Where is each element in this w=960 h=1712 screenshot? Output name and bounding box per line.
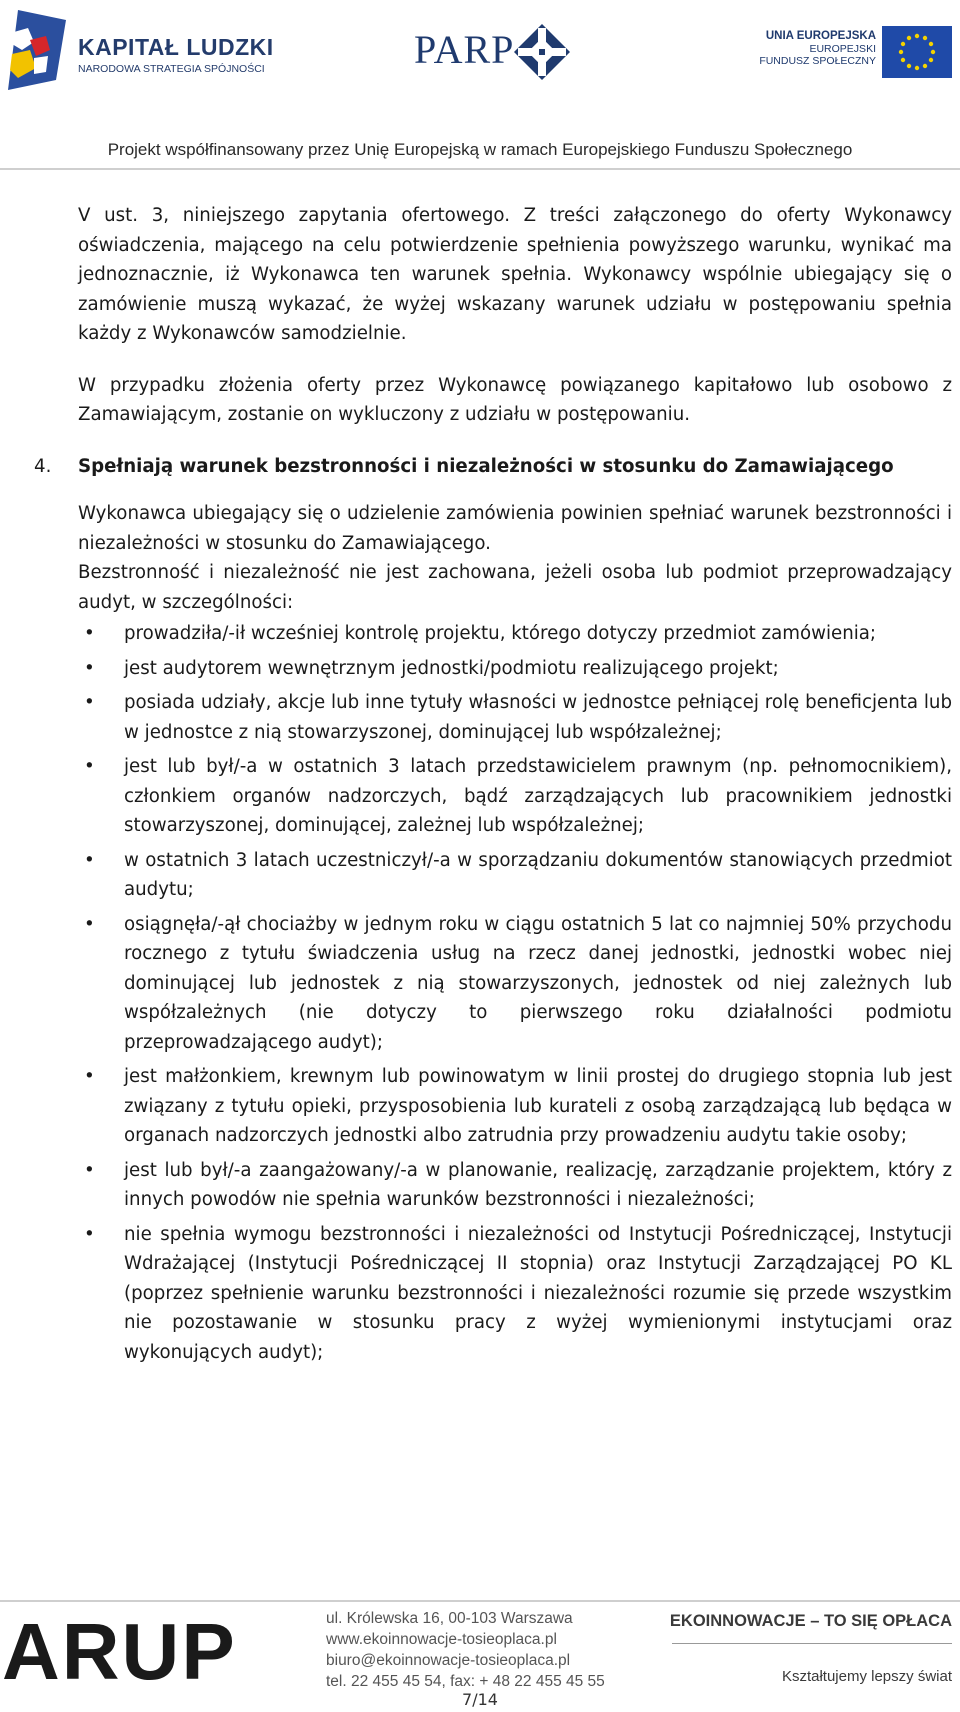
section-heading	[34, 452, 952, 482]
eu-flag-icon	[882, 26, 952, 78]
list-item-text: prowadziła/-ił wcześniej kontrolę projektu, którego dotyczy przedmiot zamówienia;	[124, 623, 877, 644]
list-item	[78, 1156, 952, 1215]
bullet-icon: •	[84, 1223, 95, 1245]
section-number: 4.	[34, 455, 52, 477]
bullet-icon: •	[84, 692, 95, 713]
paragraph-3: Wykonawca ubiegający się o udzielenie zamówienia powinien spełniać warunek bezstronności i niezależności w stosunku do Zamawiającego.	[78, 503, 952, 554]
campaign-title: EKOINNOWACJE – TO SIĘ OPŁACA	[669, 1612, 952, 1630]
list-item-text: nie spełnia wymogu bezstronności i niezależności od Instytucji Pośredniczącej, Instytucji Wdrażającej (Instytucji Pośredniczącej II stopnia) oraz Instytucji Zarządzającej PO KL (poprzez spełnienie warunku bezstronności i niezależności rozumie się przede wszystkim nie pozostawanie w stosunku pracy z wyżej wymienionymi instytucjami oraz wykonujących audyt);	[124, 1223, 952, 1363]
contact-address: ul. Królewska 16, 00-103 Warszawa	[326, 1610, 573, 1627]
bullet-icon: •	[84, 913, 95, 935]
page-number: 7/14	[462, 1690, 498, 1709]
conditions-list	[78, 619, 952, 1367]
parp-text: PARP	[414, 27, 515, 72]
contact-email: biuro@ekoinnowacje-tosieoplaca.pl	[326, 1652, 571, 1669]
paragraph-4: Bezstronność i niezależność nie jest zachowana, jeżeli osoba lub podmiot przeprowadzający audyt, w szczególności:	[78, 562, 952, 613]
parp-logo	[414, 22, 574, 82]
bullet-icon: •	[84, 849, 95, 871]
list-item-text: jest audytorem wewnętrznym jednostki/podmiotu realizującego projekt;	[124, 657, 779, 679]
campaign-divider	[672, 1643, 952, 1644]
contact-block	[326, 1608, 605, 1692]
campaign-slogan: Kształtujemy lepszy świat	[781, 1668, 952, 1685]
parp-diamond-icon	[514, 24, 570, 80]
paragraph-1: V ust. 3, niniejszego zapytania ofertowego. Z treści załączonego do oferty Wykonawcy oświadczenia, mającego na celu potwierdzenie spełnienia powyższego warunku, wynikać ma jednoznacznie, iż Wykonawca ten warunek spełnia. Wykonawcy wspólnie ubiegający się o zamówienie muszą wykazać, że wyżej wskazany warunek udziału w postępowaniu spełnia każdy z Wykonawców samodzielnie.	[78, 205, 952, 344]
footer-divider	[0, 1600, 960, 1602]
header-divider	[0, 168, 960, 170]
list-item	[78, 752, 952, 841]
contact-phone: tel. 22 455 45 54, fax: + 48 22 455 45 55	[326, 1673, 605, 1690]
ue-line-1: UNIA EUROPEJSKA	[765, 30, 876, 42]
kapital-ludzki-logo	[8, 10, 278, 92]
arup-logo: ARUP	[2, 1607, 237, 1696]
page-header	[0, 0, 960, 172]
paragraph-2: W przypadku złożenia oferty przez Wykonawcę powiązanego kapitałowo lub osobowo z Zamawiającym, zostanie on wykluczony z udziału w postępowaniu.	[78, 374, 952, 425]
list-item-text: jest lub był/-a zaangażowany/-a w planowanie, realizację, zarządzanie projektem, który z innych powodów nie spełnia warunków bezstronności i niezależności;	[124, 1159, 952, 1210]
bullet-icon: •	[84, 756, 95, 777]
kl-title: KAPITAŁ LUDZKI	[78, 34, 274, 60]
list-item-text: jest lub był/-a w ostatnich 3 latach przedstawicielem prawnym (np. pełnomocnikiem), członkiem organów nadzorczych, bądź zarządzających lub pracownikiem jednostki stowarzyszonej, dominującej, zależnej lub współzależnej;	[124, 756, 952, 836]
contact-website: www.ekoinnowacje-tosieoplaca.pl	[326, 1631, 557, 1648]
list-item-text: osiągnęła/-ął chociażby w jednym roku w ciągu ostatnich 5 lat co najmniej 50% przychodu rocznego z tytułu świadczenia usług na rzecz danej jednostki, jednostki wobec niej dominującej lub jednostek z nią stowarzyszonych, jednostek od niej zależnych lub współzależnych (nie dotyczy to pierwszego roku działalności podmiotu przeprowadzającego audyt);	[124, 913, 952, 1053]
document-body	[34, 201, 952, 1372]
bullet-icon: •	[84, 623, 95, 644]
bullet-icon: •	[84, 657, 95, 679]
eu-logo	[746, 26, 956, 86]
bullet-icon: •	[84, 1066, 95, 1087]
list-item	[78, 1062, 952, 1151]
list-item	[78, 688, 952, 747]
kapital-ludzki-star-icon	[8, 10, 66, 90]
campaign-block	[652, 1612, 952, 1685]
list-item	[78, 846, 952, 905]
list-item	[78, 1220, 952, 1368]
kl-subtitle: NARODOWA STRATEGIA SPÓJNOŚCI	[78, 63, 265, 75]
header-caption: Projekt współfinansowany przez Unię Europejską w ramach Europejskiego Funduszu Społecznego	[107, 140, 853, 159]
list-item	[78, 910, 952, 1058]
bullet-icon: •	[84, 1159, 95, 1181]
ue-line-3: FUNDUSZ SPOŁECZNY	[759, 55, 876, 67]
section-title: Spełniają warunek bezstronności i niezależności w stosunku do Zamawiającego	[78, 455, 894, 477]
list-item	[78, 619, 952, 649]
ue-line-2: EUROPEJSKI	[809, 43, 876, 55]
list-item	[78, 654, 952, 684]
list-item-text: posiada udziały, akcje lub inne tytuły własności w jednostce pełniącej rolę beneficjenta lub w jednostce z nią stowarzyszonej, dominującej lub współzależnej;	[124, 692, 952, 743]
list-item-text: jest małżonkiem, krewnym lub powinowatym w linii prostej do drugiego stopnia lub jest związany z tytułu opieki, przysposobienia lub kurateli z osobą zarządzającą lub będąca w organach nadzorczych jednostki albo zatrudnia przy prowadzeniu audytu takie osoby;	[124, 1066, 952, 1146]
list-item-text: w ostatnich 3 latach uczestniczył/-a w sporządzaniu dokumentów stanowiących przedmiot audytu;	[124, 849, 952, 900]
